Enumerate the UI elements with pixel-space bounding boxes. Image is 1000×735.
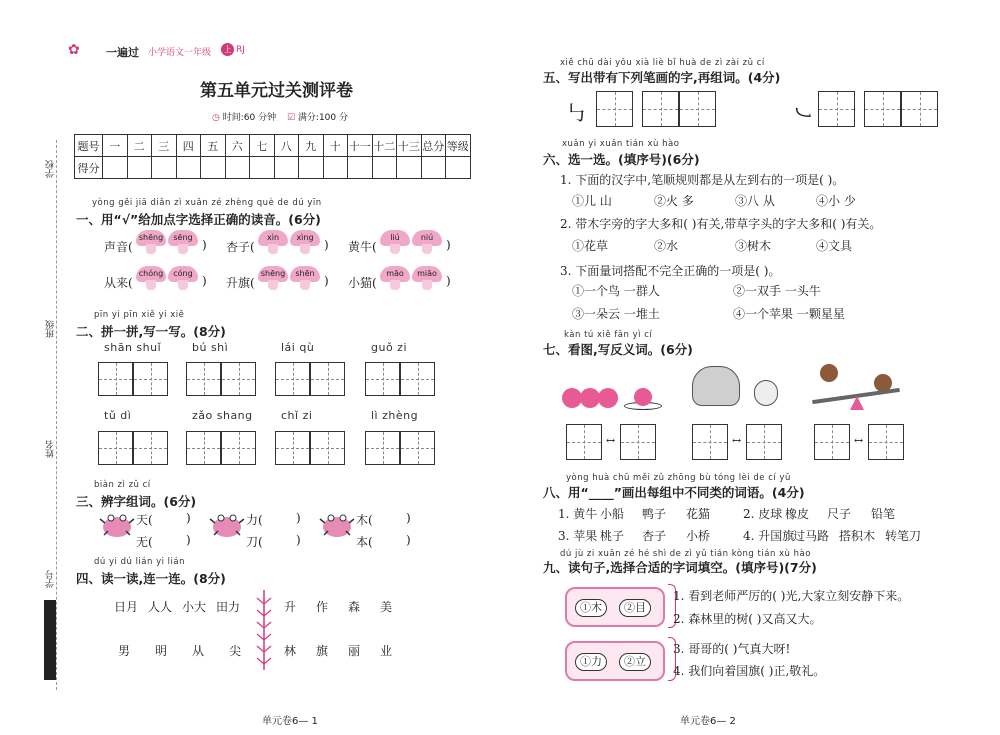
tianzige-cell[interactable] [642,91,679,127]
s6-option[interactable]: ③树木 [735,239,772,253]
tianzige-cell[interactable] [814,424,850,460]
s6-option[interactable]: ③八 从 [735,194,775,208]
tianzige-cell[interactable] [864,91,901,127]
score-cell: 五 [201,135,226,157]
s7-pinyin: kàn tú xiě fǎn yì cí [564,330,653,340]
tianzige-cell[interactable] [310,431,345,465]
s2-pinyin-label: lì zhèng [371,409,419,422]
clock-icon: ◷ [212,113,220,123]
s3-close: ) [406,533,411,547]
s4-item[interactable]: 业 [380,644,393,658]
s4-item[interactable]: 人人 [148,600,173,614]
s8-word[interactable]: 杏子 [642,529,667,543]
s6-q3: 3. 下面量词搭配不完全正确的一项是( )。 [560,264,781,278]
tianzige-cell[interactable] [566,424,602,460]
s6-pinyin: xuǎn yi xuǎn tián xù hào [562,139,680,149]
side-label-number: 学号 [46,570,56,588]
s4-item[interactable]: 尖 [229,644,242,658]
check-icon: ☑ [286,113,296,123]
mushroom-label: xìng [290,230,320,246]
time-label: 时间:60 分钟 [222,113,277,123]
s6-option[interactable]: ①儿 山 [572,194,612,208]
score-input[interactable] [127,157,152,179]
mushroom-stem [422,280,432,290]
stroke-2: ㇃ [792,102,815,127]
s2-title: 二、拼一拼,写一写。(8分) [76,324,226,339]
mushroom-stem [390,280,400,290]
score-input[interactable] [201,157,226,179]
s2-pinyin: pīn yi pīn xiě yi xiě [94,310,185,320]
s4-item[interactable]: 作 [316,600,329,614]
s1-close: ) [324,238,329,252]
s4-item[interactable]: 森 [348,600,361,614]
mushroom-choice[interactable] [412,230,442,254]
score-cell: 得分 [75,157,103,179]
tianzige-cell[interactable] [186,362,221,396]
s2-pinyin-label: tǔ dì [104,409,132,422]
tianzige-cell[interactable] [275,362,310,396]
tianzige-pair[interactable] [864,91,938,127]
score-cell: 三 [152,135,177,157]
s8-word[interactable]: 转笔刀 [885,529,922,543]
seesaw-picture [812,364,902,414]
score-cell: 十 [323,135,348,157]
mushroom-stem [146,280,156,290]
mushroom-stem [300,244,310,254]
tianzige-cell[interactable] [98,431,133,465]
tianzige-pair[interactable] [98,431,168,465]
antonym-arrow-icon: ↔ [854,434,864,447]
s8-pinyin: yòng huà chū měi zǔ zhōng bù tóng lèi de cí yǔ [566,473,791,483]
mushroom-choice[interactable] [136,266,166,290]
tianzige-pair[interactable] [365,431,435,465]
stroke-1: ㇉ [565,102,588,127]
s4-item[interactable]: 明 [155,644,168,658]
s3-char: 天( [136,513,153,527]
option-chip[interactable]: ①力 [575,653,607,671]
tianzige-cell[interactable] [868,424,904,460]
s4-item[interactable]: 林 [284,644,297,658]
tianzige-cell[interactable] [692,424,728,460]
score-table [74,134,471,179]
score-input[interactable] [348,157,373,179]
s4-item[interactable]: 日月 [114,600,139,614]
mushroom-choice[interactable] [136,230,166,254]
s4-item[interactable]: 升 [284,600,297,614]
score-cell: 七 [250,135,275,157]
s9-line-1: 1. 看到老师严厉的( )光,大家立刻安静下来。 [673,589,910,603]
s6-option[interactable]: ①一个鸟 一群人 [572,284,660,298]
s1-pinyin: yòng gěi jiā diǎn zì xuǎn zé zhèng què de dú yīn [92,198,322,208]
s3-char: 无( [136,535,153,549]
mushroom-label: xìn [258,230,288,246]
crab-icon [208,509,246,539]
option-chip[interactable]: ①木 [575,599,607,617]
score-cell: 六 [225,135,250,157]
apples-picture [562,382,662,412]
mushroom-stem [146,244,156,254]
score-input[interactable] [176,157,201,179]
mushroom-stem [268,280,278,290]
s4-item[interactable]: 丽 [348,644,361,658]
tianzige-cell[interactable] [679,91,716,127]
score-header-row [75,135,471,157]
score-input[interactable] [446,157,471,179]
score-cell: 十一 [348,135,373,157]
s9-title: 九、读句子,选择合适的字词填空。(填序号)(7分) [543,560,817,575]
page-title: 第五单元过关测评卷 [200,81,353,101]
tianzige-cell[interactable] [620,424,656,460]
score-input[interactable] [323,157,348,179]
mushroom-label: sēng [168,230,198,246]
s4-item[interactable]: 旗 [316,644,329,658]
s8-word[interactable]: 铅笔 [871,507,896,521]
tianzige-cell[interactable] [596,91,633,127]
mushroom-stem [390,244,400,254]
s3-pinyin: biàn zì zǔ cí [94,480,151,490]
score-cell: 一 [103,135,128,157]
score-cell: 十三 [397,135,422,157]
tianzige-cell[interactable] [186,431,221,465]
score-input[interactable] [225,157,250,179]
mushroom-label: shēn [290,266,320,282]
s3-close: ) [186,511,191,525]
elephant-cat-picture [692,366,787,412]
score-value-row [75,157,471,179]
mushroom-stem [422,244,432,254]
score-cell: 总分 [421,135,446,157]
s8-word[interactable]: 2. 皮球 [743,507,783,521]
side-label-class: 班级 [46,320,56,338]
s4-item[interactable]: 小大 [182,600,207,614]
s9-pinyin: dú jù zi xuǎn zé hé shì de zì yǔ tián kòng tián xù hào [560,549,811,559]
s8-word[interactable]: 搭积木 [839,529,876,543]
brand-name: 一遍过 [106,46,139,59]
series-label: 小学语文一年级 [148,48,212,58]
s9-line-4: 4. 我们向着国旗( )正,敬礼。 [673,664,826,678]
mushroom-choice[interactable] [290,230,320,254]
s4-item[interactable]: 从 [192,644,205,658]
score-input[interactable] [299,157,324,179]
s7-title: 七、看图,写反义词。(6分) [543,342,693,357]
s8-word[interactable]: 3. 苹果 [558,529,598,543]
s8-word[interactable]: 过马路 [793,529,830,543]
s1-word: 从来( [104,276,133,290]
mushroom-label: niú [412,230,442,246]
mushroom-choice[interactable] [380,230,410,254]
tianzige-cell[interactable] [746,424,782,460]
s9-line-3: 3. 哥哥的( )气真大呀! [673,642,791,656]
s8-word[interactable]: 小船 [600,507,625,521]
tianzige-cell[interactable] [400,362,435,396]
edition-label: RJ [236,45,245,55]
mushroom-choice[interactable] [258,230,288,254]
mushroom-choice[interactable] [412,266,442,290]
s2-pinyin-label: bú shì [192,341,229,354]
crab-icon [318,509,356,539]
s3-close: ) [296,511,301,525]
tianzige-cell[interactable] [365,431,400,465]
s1-close: ) [446,274,451,288]
s6-option[interactable]: ④一个苹果 一颗星星 [733,307,845,321]
s5-pinyin: xiě chū dài yǒu xià liè bǐ huà de zì zài zǔ cí [560,58,765,68]
tianzige-pair[interactable] [365,362,435,396]
score-cell: 等级 [446,135,471,157]
s3-close: ) [406,511,411,525]
tianzige-cell[interactable] [133,431,168,465]
full-score-label: 满分:100 分 [297,113,348,123]
tianzige-pair[interactable] [186,362,256,396]
s8-word[interactable]: 1. 黄牛 [558,507,598,521]
s1-close: ) [202,238,207,252]
s3-char: 力( [246,513,263,527]
s3-close: ) [186,533,191,547]
s4-item[interactable]: 男 [118,644,131,658]
side-logo [44,600,56,680]
s2-pinyin-label: chǐ zi [281,409,313,422]
footer-right: 单元卷6— 2 [680,716,736,727]
mushroom-choice[interactable] [258,266,288,290]
tianzige-pair[interactable] [642,91,716,127]
antonym-arrow-icon: ↔ [732,434,742,447]
s1-close: ) [202,274,207,288]
s1-word: 杏子( [226,240,255,254]
tianzige-cell[interactable] [818,91,855,127]
mushroom-choice[interactable] [290,266,320,290]
side-label-school: 学校 [46,160,56,178]
s6-q2: 2. 带木字旁的字大多和( )有关,带草字头的字大多和( )有关。 [560,217,882,231]
mushroom-label: shēng [136,230,166,246]
option-box-1 [565,587,665,627]
s8-word[interactable]: 花猫 [686,507,711,521]
score-input[interactable] [274,157,299,179]
s6-option[interactable]: ①花草 [572,239,609,253]
s1-word: 黄牛( [348,240,377,254]
score-cell: 九 [299,135,324,157]
s2-pinyin-label: lái qù [281,341,315,354]
tianzige-cell[interactable] [400,431,435,465]
s1-word: 小猫( [348,276,377,290]
mushroom-label: chóng [136,266,166,282]
antonym-arrow-icon: ↔ [606,434,616,447]
s2-pinyin-label: guǒ zi [371,341,408,354]
score-cell: 二 [127,135,152,157]
fishbone-divider-icon [254,590,274,670]
mushroom-label: shēng [258,266,288,282]
s6-option[interactable]: ④小 少 [816,194,856,208]
score-cell: 八 [274,135,299,157]
mushroom-choice[interactable] [168,230,198,254]
tianzige-cell[interactable] [98,362,133,396]
s3-char: 本( [356,535,373,549]
score-input[interactable] [397,157,422,179]
score-cell: 十二 [372,135,397,157]
s1-close: ) [446,238,451,252]
flower-icon: ✿ [68,42,80,58]
s5-title: 五、写出带有下列笔画的字,再组词。(4分) [543,70,781,85]
tianzige-pair[interactable] [275,362,345,396]
s1-word: 升旗( [226,276,255,290]
tianzige-cell[interactable] [901,91,938,127]
crab-icon [98,509,136,539]
s4-title: 四、读一读,连一连。(8分) [76,571,226,586]
s6-option[interactable]: ②一双手 一头牛 [733,284,821,298]
s1-word: 声音( [104,240,133,254]
mushroom-stem [178,280,188,290]
score-input[interactable] [421,157,446,179]
s3-title: 三、辨字组词。(6分) [76,494,197,509]
s8-word[interactable]: 尺子 [827,507,852,521]
tianzige-pair[interactable] [186,431,256,465]
mushroom-choice[interactable] [168,266,198,290]
s3-char: 木( [356,513,373,527]
score-cell: 四 [176,135,201,157]
footer-left: 单元卷6— 1 [262,716,318,727]
score-cell: 题号 [75,135,103,157]
score-input[interactable] [250,157,275,179]
s6-option[interactable]: ④文具 [816,239,853,253]
tianzige-cell[interactable] [365,362,400,396]
grade-mark: 上 [221,43,234,56]
s6-option[interactable]: ②水 [654,239,679,253]
tianzige-cell[interactable] [275,431,310,465]
tianzige-pair[interactable] [98,362,168,396]
s8-word[interactable]: 桃子 [600,529,625,543]
s1-title: 一、用“√”给加点字选择正确的读音。(6分) [76,212,321,227]
option-chip[interactable]: ②目 [619,599,651,617]
score-input[interactable] [372,157,397,179]
s3-char: 刀( [246,535,263,549]
binding-line [56,140,57,690]
s6-title: 六、选一选。(填序号)(6分) [543,152,700,167]
tianzige-pair[interactable] [275,431,345,465]
s2-pinyin-label: zǎo shang [192,409,253,422]
s3-close: ) [296,533,301,547]
s8-word[interactable]: 小桥 [686,529,711,543]
s8-word[interactable]: 4. 升国旗 [743,529,795,543]
mushroom-label: miāo [412,266,442,282]
mushroom-stem [268,244,278,254]
s6-option[interactable]: ②火 多 [654,194,694,208]
s4-item[interactable]: 田力 [216,600,241,614]
s8-title: 八、用“____”画出每组中不同类的词语。(4分) [543,485,805,500]
score-input[interactable] [152,157,177,179]
s8-word[interactable]: 橡皮 [785,507,810,521]
score-input[interactable] [103,157,128,179]
tianzige-cell[interactable] [310,362,345,396]
s9-line-2: 2. 森林里的树( )又高又大。 [673,612,822,626]
brand-logo [68,42,268,62]
tianzige-cell[interactable] [221,431,256,465]
mushroom-stem [178,244,188,254]
s1-close: ) [324,274,329,288]
s4-item[interactable]: 美 [380,600,393,614]
mushroom-stem [300,280,310,290]
mushroom-label: liú [380,230,410,246]
option-chip[interactable]: ②立 [619,653,651,671]
time-info [212,110,348,123]
s8-word[interactable]: 鸭子 [642,507,667,521]
side-label-name: 姓名 [46,440,56,458]
mushroom-label: cóng [168,266,198,282]
tianzige-cell[interactable] [133,362,168,396]
s6-q1: 1. 下面的汉字中,笔顺规则都是从左到右的一项是( )。 [560,173,845,187]
s2-pinyin-label: shān shuǐ [104,341,162,354]
tianzige-cell[interactable] [221,362,256,396]
mushroom-choice[interactable] [380,266,410,290]
s6-option[interactable]: ③一朵云 一堆土 [572,307,660,321]
option-box-2 [565,641,665,681]
s4-pinyin: dú yi dú lián yi lián [94,557,185,567]
mushroom-label: māo [380,266,410,282]
